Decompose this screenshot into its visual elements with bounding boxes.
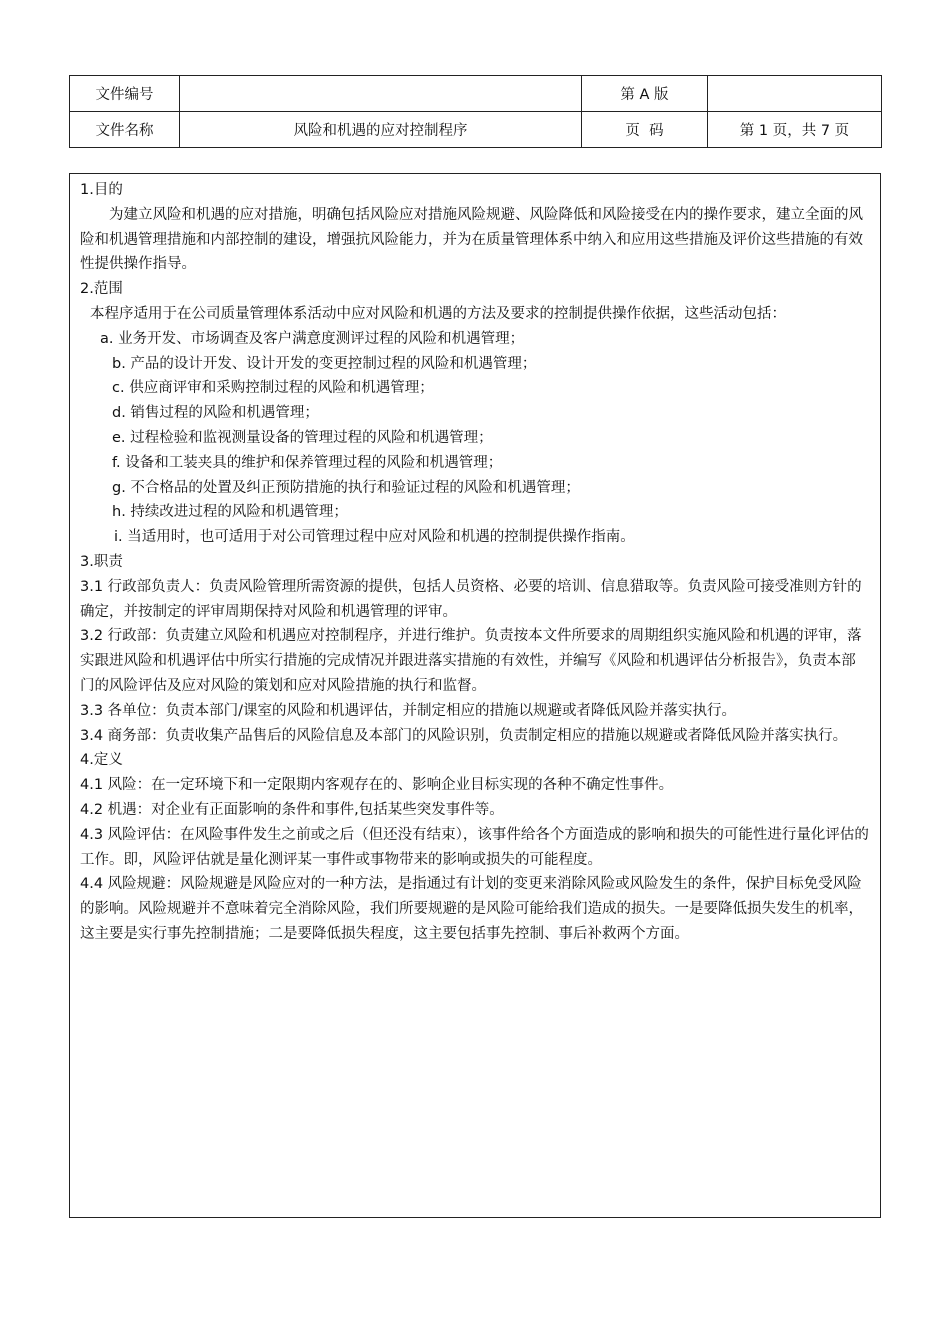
page-value: 第 1 页，共 7 页 — [708, 112, 882, 148]
definition-item: 4.3 风险评估：在风险事件发生之前或之后（但还没有结束），该事件给各个方面造成的影响和损失的可能性进行量化评估的工作。即，风险评估就是量化测评某一事件或事物带来的影响或损失的可能程度。 — [80, 826, 869, 868]
scope-item: h. 持续改进过程的风险和机遇管理； — [112, 504, 348, 521]
doc-name-label: 文件名称 — [70, 112, 180, 148]
scope-item: i. 当适用时，也可适用于对公司管理过程中应对风险和机遇的控制提供操作指南。 — [114, 529, 635, 546]
definition-heading: 4.定义 — [80, 752, 123, 769]
version-value — [708, 76, 882, 112]
definition-item: 4.2 机遇：对企业有正面影响的条件和事件,包括某些突发事件等。 — [80, 801, 504, 818]
scope-item: d. 销售过程的风险和机遇管理； — [112, 405, 319, 422]
duty-item: 3.4 商务部：负责收集产品售后的风险信息及本部门的风险识别，负责制定相应的措施以规避或者降低风险并落实执行。 — [80, 727, 848, 744]
header-row-doc-no — [70, 76, 882, 112]
version-label: 第 A 版 — [582, 76, 708, 112]
scope-heading: 2.范围 — [80, 281, 123, 298]
definition-item: 4.1 风险：在一定环境下和一定限期内客观存在的、影响企业目标实现的各种不确定性事件。 — [80, 777, 674, 794]
document-body — [80, 178, 870, 947]
scope-item: c. 供应商评审和采购控制过程的风险和机遇管理； — [112, 380, 434, 397]
scope-intro: 本程序适用于在公司质量管理体系活动中应对风险和机遇的方法及要求的控制提供操作依据，这些活动包括： — [90, 305, 786, 322]
scope-item: g. 不合格品的处置及纠正预防措施的执行和验证过程的风险和机遇管理； — [112, 479, 580, 496]
duty-item: 3.3 各单位：负责本部门/课室的风险和机遇评估，并制定相应的措施以规避或者降低风险并落实执行。 — [80, 702, 737, 719]
header-table — [69, 75, 882, 148]
scope-item: b. 产品的设计开发、设计开发的变更控制过程的风险和机遇管理； — [112, 355, 537, 372]
page-label: 页 码 — [582, 112, 708, 148]
scope-item: e. 过程检验和监视测量设备的管理过程的风险和机遇管理； — [112, 429, 493, 446]
doc-no-value — [180, 76, 582, 112]
header-row-doc-name — [70, 112, 882, 148]
scope-item: f. 设备和工装夹具的维护和保养管理过程的风险和机遇管理； — [112, 454, 503, 471]
duty-item: 3.2 行政部：负责建立风险和机遇应对控制程序，并进行维护。负责按本文件所要求的周期组织实施风险和机遇的评审，落实跟进风险和机遇评估中所实行措施的完成情况并跟进落实措施的有效性，并编写《风险和机遇评估分析报告》，负责本部门的风险评估及应对风险的策划和应对风险措施的执行和监督。 — [80, 628, 862, 694]
definition-item: 4.4 风险规避：风险规避是风险应对的一种方法，是指通过有计划的变更来消除风险或风险发生的条件，保护目标免受风险的影响。风险规避并不意味着完全消除风险，我们所要规避的是风险可能给我们造成的损失。一是要降低损失发生的机率，这主要是实行事先控制措施；二是要降低损失程度，这主要包括事先控制、事后补救两个方面。 — [80, 876, 863, 942]
document-body-box — [69, 173, 881, 1218]
duty-heading: 3.职责 — [80, 553, 123, 570]
purpose-heading: 1.目的 — [80, 182, 123, 198]
doc-no-label: 文件编号 — [70, 76, 180, 112]
purpose-text: 为建立风险和机遇的应对措施，明确包括风险应对措施风险规避、风险降低和风险接受在内的操作要求，建立全面的风险和机遇管理措施和内部控制的建设，增强抗风险能力，并为在质量管理体系中纳入和应用这些措施及评价这些措施的有效性提供操作指导。 — [80, 206, 863, 273]
scope-item: a. 业务开发、市场调查及客户满意度测评过程的风险和机遇管理； — [100, 330, 525, 347]
doc-name-value: 风险和机遇的应对控制程序 — [180, 112, 582, 148]
duty-item: 3.1 行政部负责人：负责风险管理所需资源的提供，包括人员资格、必要的培训、信息猎取等。负责风险可接受准则方针的确定，并按制定的评审周期保持对风险和机遇管理的评审。 — [80, 578, 862, 620]
